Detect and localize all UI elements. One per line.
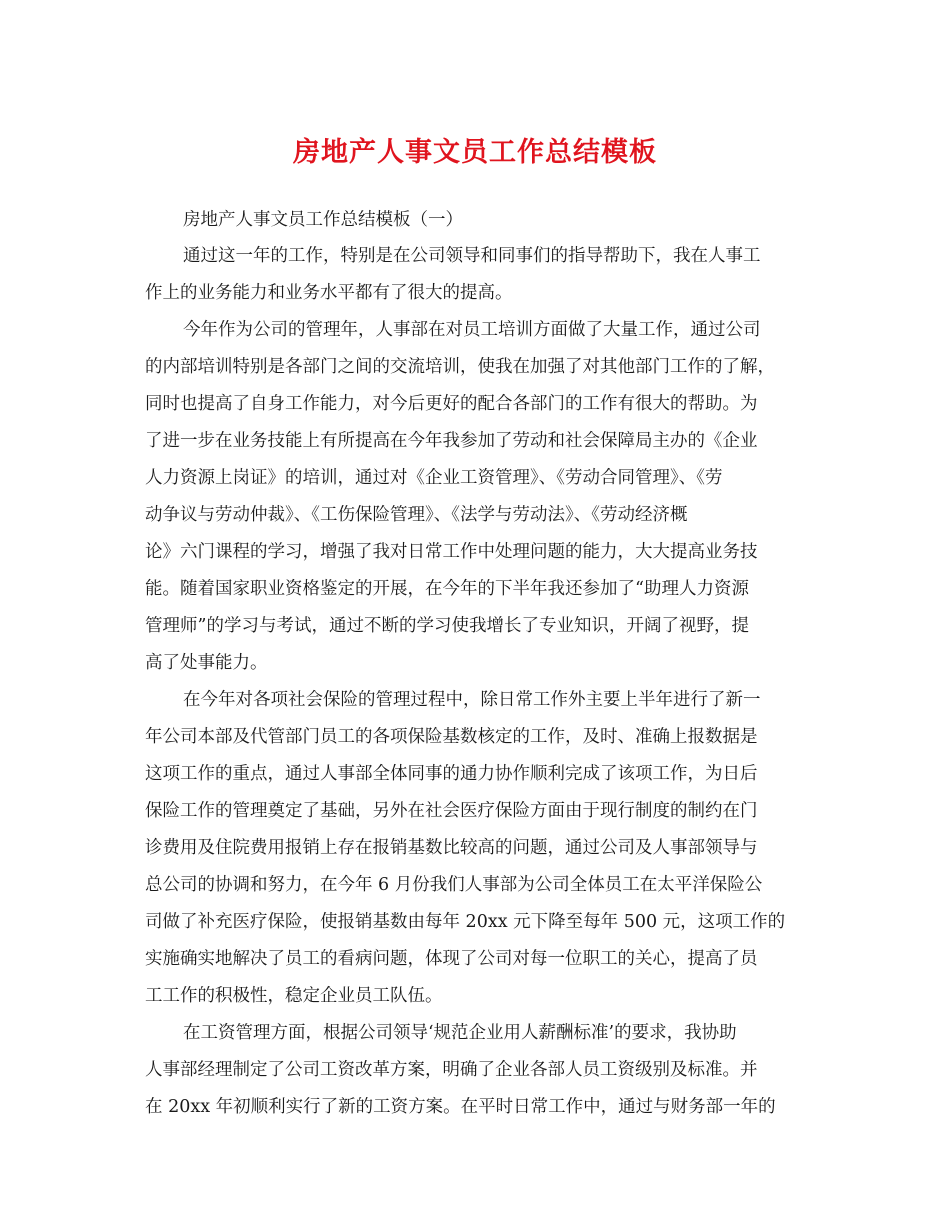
paragraph-line: 年公司本部及代管部门员工的各项保险基数核定的工作，及时、准确上报数据是: [145, 727, 758, 747]
paragraph-line: 在 20xx 年初顺利实行了新的工资方案。在平时日常工作中，通过与财务部一年的: [145, 1097, 776, 1117]
paragraph-line: 高了处事能力。: [145, 653, 268, 673]
paragraph-line: 作上的业务能力和业务水平都有了很大的提高。: [145, 283, 513, 303]
paragraph-line: 这项工作的重点，通过人事部全体同事的通力协作顺利完成了该项工作，为日后: [145, 764, 758, 784]
paragraph-line: 司做了补充医疗保险，使报销基数由每年 20xx 元下降至每年 500 元，这项工作的: [145, 912, 786, 932]
paragraph-line: 了进一步在业务技能上有所提高在今年我参加了劳动和社会保障局主办的《企业: [145, 431, 758, 451]
paragraph-line: 同时也提高了自身工作能力，对今后更好的配合各部门的工作有很大的帮助。为: [145, 394, 758, 414]
paragraph-line: 总公司的协调和努力，在今年 6 月份我们人事部为公司全体员工在太平洋保险公: [145, 875, 763, 895]
paragraph-line: 今年作为公司的管理年，人事部在对员工培训方面做了大量工作，通过公司: [183, 320, 761, 340]
paragraph-line: 能。随着国家职业资格鉴定的开展，在今年的下半年我还参加了“助理人力资源: [145, 579, 749, 599]
paragraph-line: 人力资源上岗证》的培训，通过对《企业工资管理》、《劳动合同管理》、《劳: [145, 468, 723, 488]
paragraph-line: 管理师”的学习与考试，通过不断的学习使我增长了专业知识，开阔了视野，提: [145, 616, 749, 636]
paragraph-line: 通过这一年的工作，特别是在公司领导和同事们的指导帮助下，我在人事工: [183, 246, 761, 266]
paragraph-line: 工工作的积极性，稳定企业员工队伍。: [145, 986, 443, 1006]
paragraph-line: 在今年对各项社会保险的管理过程中，除日常工作外主要上半年进行了新一: [183, 690, 761, 710]
paragraph-line: 人事部经理制定了公司工资改革方案，明确了企业各部人员工资级别及标准。并: [145, 1060, 758, 1080]
document-title: 房地产人事文员工作总结模板: [293, 137, 657, 168]
section-heading: 房地产人事文员工作总结模板（一）: [183, 210, 463, 230]
paragraph-line: 论》六门课程的学习，增强了我对日常工作中处理问题的能力，大大提高业务技: [145, 542, 758, 562]
paragraph-line: 动争议与劳动仲裁》、《工伤保险管理》、《法学与劳动法》、《劳动经济概: [145, 505, 688, 525]
paragraph-line: 的内部培训特别是各部门之间的交流培训，使我在加强了对其他部门工作的了解，: [145, 357, 775, 377]
paragraph-line: 在工资管理方面，根据公司领导‘规范企业用人薪酬标准’的要求，我协助: [183, 1023, 737, 1043]
paragraph-line: 保险工作的管理奠定了基础，另外在社会医疗保险方面由于现行制度的制约在门: [145, 801, 758, 821]
paragraph-line: 实施确实地解决了员工的看病问题，体现了公司对每一位职工的关心，提高了员: [145, 949, 758, 969]
paragraph-line: 诊费用及住院费用报销上存在报销基数比较高的问题，通过公司及人事部领导与: [145, 838, 758, 858]
